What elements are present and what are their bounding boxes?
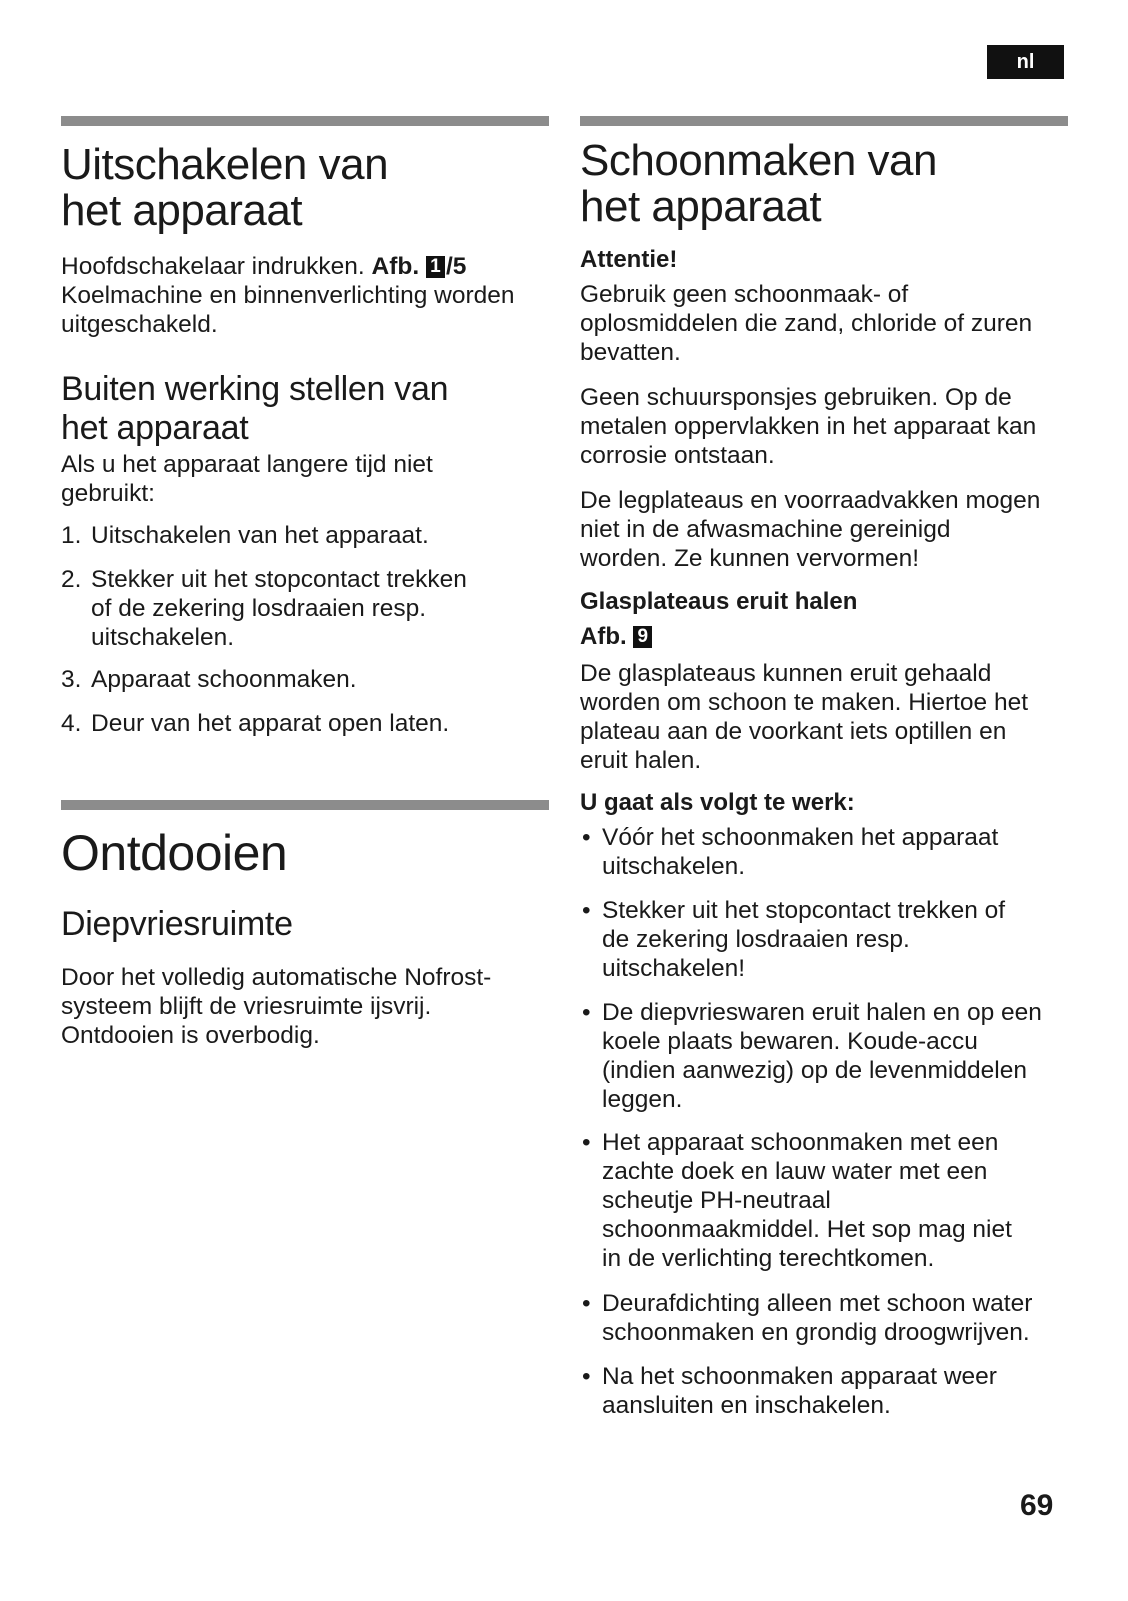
list-item: [580, 823, 1070, 883]
list-text: [602, 1289, 1068, 1347]
list-text: Apparaat schoonmaken.: [91, 666, 357, 693]
text-line: uitschakelen.: [91, 624, 235, 651]
section-rule: [580, 116, 1068, 126]
text-line: scheutje PH-neutraal: [602, 1187, 831, 1214]
text-line: uitschakelen.: [602, 853, 746, 880]
list-text: [91, 565, 531, 652]
bullet-marker: •: [582, 999, 591, 1026]
list-text: Uitschakelen van het apparaat.: [91, 522, 429, 549]
glasplateaus-text: [580, 659, 1070, 775]
text-line: zachte doek en lauw water met een: [602, 1158, 988, 1185]
section-title-schoonmaken: [580, 138, 937, 230]
title-line: het apparaat: [61, 186, 303, 235]
figure-number: 1: [426, 256, 445, 278]
figure-suffix: /5: [445, 253, 467, 280]
text-line: systeem blijft de vriesruimte ijsvrij.: [61, 993, 432, 1020]
list-item: [61, 709, 549, 739]
text-line: Het apparaat schoonmaken met een: [602, 1129, 999, 1156]
section-title-uitschakelen: [61, 142, 388, 234]
list-item: [580, 1128, 1070, 1276]
section-rule: [61, 800, 549, 810]
list-number: 1.: [61, 522, 82, 549]
text-line: worden. Ze kunnen vervormen!: [580, 545, 920, 572]
text-line: schoonmaakmiddel. Het sop mag niet: [602, 1216, 1012, 1243]
title-line: Schoonmaken van: [580, 136, 937, 185]
text-line: leggen.: [602, 1086, 683, 1113]
text-line: in de verlichting terechtkomen.: [602, 1245, 935, 1272]
text-line: Geen schuursponsjes gebruiken. Op de: [580, 384, 1012, 411]
glasplateaus-label: Glasplateaus eruit halen: [580, 588, 858, 615]
uitschakelen-text: [61, 252, 551, 339]
section-title-ontdooien: Ontdooien: [61, 825, 288, 881]
title-line: het apparaat: [580, 182, 822, 231]
text-line: De glasplateaus kunnen eruit gehaald: [580, 660, 992, 687]
attention-text: [580, 280, 1070, 367]
text-line: Koelmachine en binnenverlichting worden: [61, 282, 515, 309]
text-line: aansluiten en inschakelen.: [602, 1392, 891, 1419]
list-item: [580, 998, 1070, 1116]
text-line: koele plaats bewaren. Koude-accu: [602, 1028, 978, 1055]
text-line: schoonmaken en grondig droogwrijven.: [602, 1319, 1030, 1346]
text-line: uitschakelen!: [602, 955, 746, 982]
text-line: eruit halen.: [580, 747, 702, 774]
list-item: [61, 665, 549, 695]
list-text: [602, 1362, 1068, 1420]
text-line: Hoofdschakelaar indrukken.: [61, 253, 372, 280]
text-line: Ontdooien is overbodig.: [61, 1022, 320, 1049]
text-line: De legplateaus en voorraadvakken mogen: [580, 487, 1041, 514]
attention-label: Attentie!: [580, 246, 678, 273]
list-text: [602, 998, 1068, 1114]
afb-label: Afb.: [371, 253, 420, 280]
section-title-buiten-werking: [61, 370, 448, 448]
text-line: oplosmiddelen die zand, chloride of zuren: [580, 310, 1033, 337]
list-text: [602, 896, 1068, 983]
text-line: corrosie ontstaan.: [580, 442, 775, 469]
buiten-werking-intro: [61, 450, 549, 508]
text-line: gebruikt:: [61, 480, 155, 507]
list-number: 2.: [61, 566, 82, 593]
list-item: [580, 896, 1070, 986]
list-number: 3.: [61, 666, 82, 693]
title-line: Buiten werking stellen van: [61, 370, 449, 408]
list-item: [580, 1362, 1070, 1422]
text-line: Deurafdichting alleen met schoon water: [602, 1290, 1033, 1317]
ontdooien-text: [61, 963, 549, 1050]
glasplateaus-afb: [580, 622, 653, 651]
list-text: [602, 1128, 1068, 1273]
text-line: Na het schoonmaken apparaat weer: [602, 1363, 997, 1390]
text-line: plateau aan de voorkant iets optillen en: [580, 718, 1007, 745]
title-line: het apparaat: [61, 409, 249, 447]
text-line: Stekker uit het stopcontact trekken: [91, 566, 467, 593]
section-rule: [61, 116, 549, 126]
language-tag: nl: [987, 45, 1064, 79]
text-line: Door het volledig automatische Nofrost-: [61, 964, 492, 991]
bullet-marker: •: [582, 897, 591, 924]
text-line: Gebruik geen schoonmaak- of: [580, 281, 909, 308]
title-line: Uitschakelen van: [61, 140, 389, 189]
text-line: of de zekering losdraaien resp.: [91, 595, 427, 622]
text-line: Stekker uit het stopcontact trekken of: [602, 897, 1006, 924]
paragraph: [580, 383, 1070, 470]
text-line: Als u het apparaat langere tijd niet: [61, 451, 433, 478]
text-line: uitgeschakeld.: [61, 311, 218, 338]
list-number: 4.: [61, 710, 82, 737]
page-number: 69: [1020, 1489, 1054, 1522]
bullet-marker: •: [582, 1290, 591, 1317]
text-line: Vóór het schoonmaken het apparaat: [602, 824, 999, 851]
text-line: worden om schoon te maken. Hiertoe het: [580, 689, 1029, 716]
text-line: De diepvrieswaren eruit halen en op een: [602, 999, 1042, 1026]
bullet-marker: •: [582, 1129, 591, 1156]
text-line: metalen oppervlakken in het apparaat kan: [580, 413, 1037, 440]
subsection-title-diepvriesruimte: Diepvriesruimte: [61, 905, 293, 943]
figure-number: 9: [633, 626, 652, 648]
list-text: [602, 823, 1068, 881]
list-item: [61, 565, 549, 655]
text-line: de zekering losdraaien resp.: [602, 926, 910, 953]
paragraph: [580, 486, 1070, 573]
text-line: bevatten.: [580, 339, 681, 366]
bullet-marker: •: [582, 824, 591, 851]
afb-label: Afb.: [580, 623, 627, 650]
text-line: niet in de afwasmachine gereinigd: [580, 516, 951, 543]
steps-label: U gaat als volgt te werk:: [580, 789, 855, 816]
list-text: Deur van het apparat open laten.: [91, 710, 450, 737]
list-item: [61, 521, 549, 551]
text-line: (indien aanwezig) op de levenmiddelen: [602, 1057, 1027, 1084]
list-item: [580, 1289, 1070, 1349]
bullet-marker: •: [582, 1363, 591, 1390]
